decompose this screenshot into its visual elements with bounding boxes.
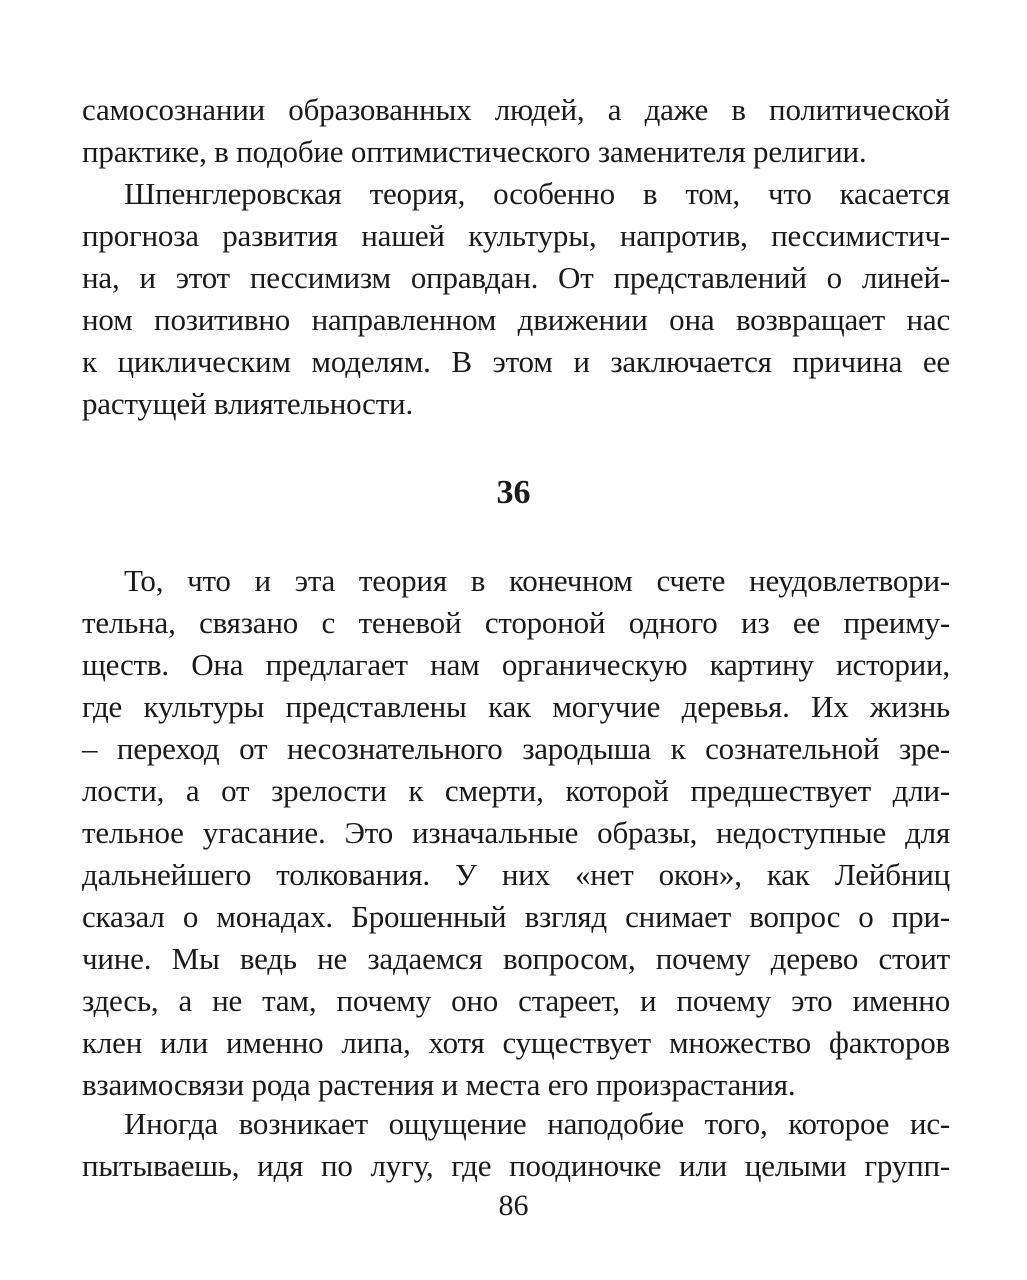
text-line: на, и этот пессимизм оправдан. От представлений о линей- bbox=[82, 260, 950, 295]
paragraph-continued bbox=[82, 89, 950, 173]
text-line: взаимосвязи рода растения и места его произрастания. bbox=[82, 1067, 796, 1102]
text-line: Шпенглеровская теория, особенно в том, что касается bbox=[124, 176, 950, 211]
text-line: Иногда возникает ощущение наподобие того, которое ис- bbox=[124, 1106, 950, 1141]
paragraph bbox=[82, 173, 950, 425]
text-line: ществ. Она предлагает нам органическую картину истории, bbox=[82, 647, 950, 682]
text-line: – переход от несознательного зародыша к сознательной зре- bbox=[82, 731, 950, 766]
text-line: к циклическим моделям. В этом и заключается причина ее bbox=[82, 344, 950, 379]
text-line: пытываешь, идя по лугу, где поодиночке или целыми групп- bbox=[82, 1148, 950, 1183]
text-line: сказал о монадах. Брошенный взгляд снимает вопрос о при- bbox=[82, 899, 950, 934]
paragraph bbox=[82, 1103, 950, 1187]
text-line: дальнейшего толкования. У них «нет окон», как Лейбниц bbox=[82, 857, 950, 892]
text-line: где культуры представлены как могучие деревья. Их жизнь bbox=[82, 689, 950, 724]
text-line: прогноза развития нашей культуры, напротив, пессимистич- bbox=[82, 218, 950, 253]
paragraph bbox=[82, 560, 950, 1106]
text-line: тельное угасание. Это изначальные образы, недоступные для bbox=[82, 815, 950, 850]
text-line: растущей влиятельности. bbox=[82, 386, 413, 421]
text-line: клен или именно липа, хотя существует множество факторов bbox=[82, 1025, 950, 1060]
text-line: То, что и эта теория в конечном счете неудовлетвори- bbox=[124, 563, 950, 598]
text-line: практике, в подобие оптимистического заменителя религии. bbox=[82, 134, 867, 169]
text-line: здесь, а не там, почему оно стареет, и почему это именно bbox=[82, 983, 950, 1018]
text-line: чине. Мы ведь не задаемся вопросом, почему дерево стоит bbox=[82, 941, 950, 976]
text-line: тельна, связано с теневой стороной одного из ее преиму- bbox=[82, 605, 950, 640]
text-line: ном позитивно направленном движении она возвращает нас bbox=[82, 302, 950, 337]
text-line: самосознании образованных людей, а даже в политической bbox=[82, 92, 950, 127]
text-line: лости, а от зрелости к смерти, которой предшествует дли- bbox=[82, 773, 950, 808]
section-heading: 36 bbox=[496, 474, 531, 511]
page-number: 86 bbox=[498, 1189, 529, 1222]
